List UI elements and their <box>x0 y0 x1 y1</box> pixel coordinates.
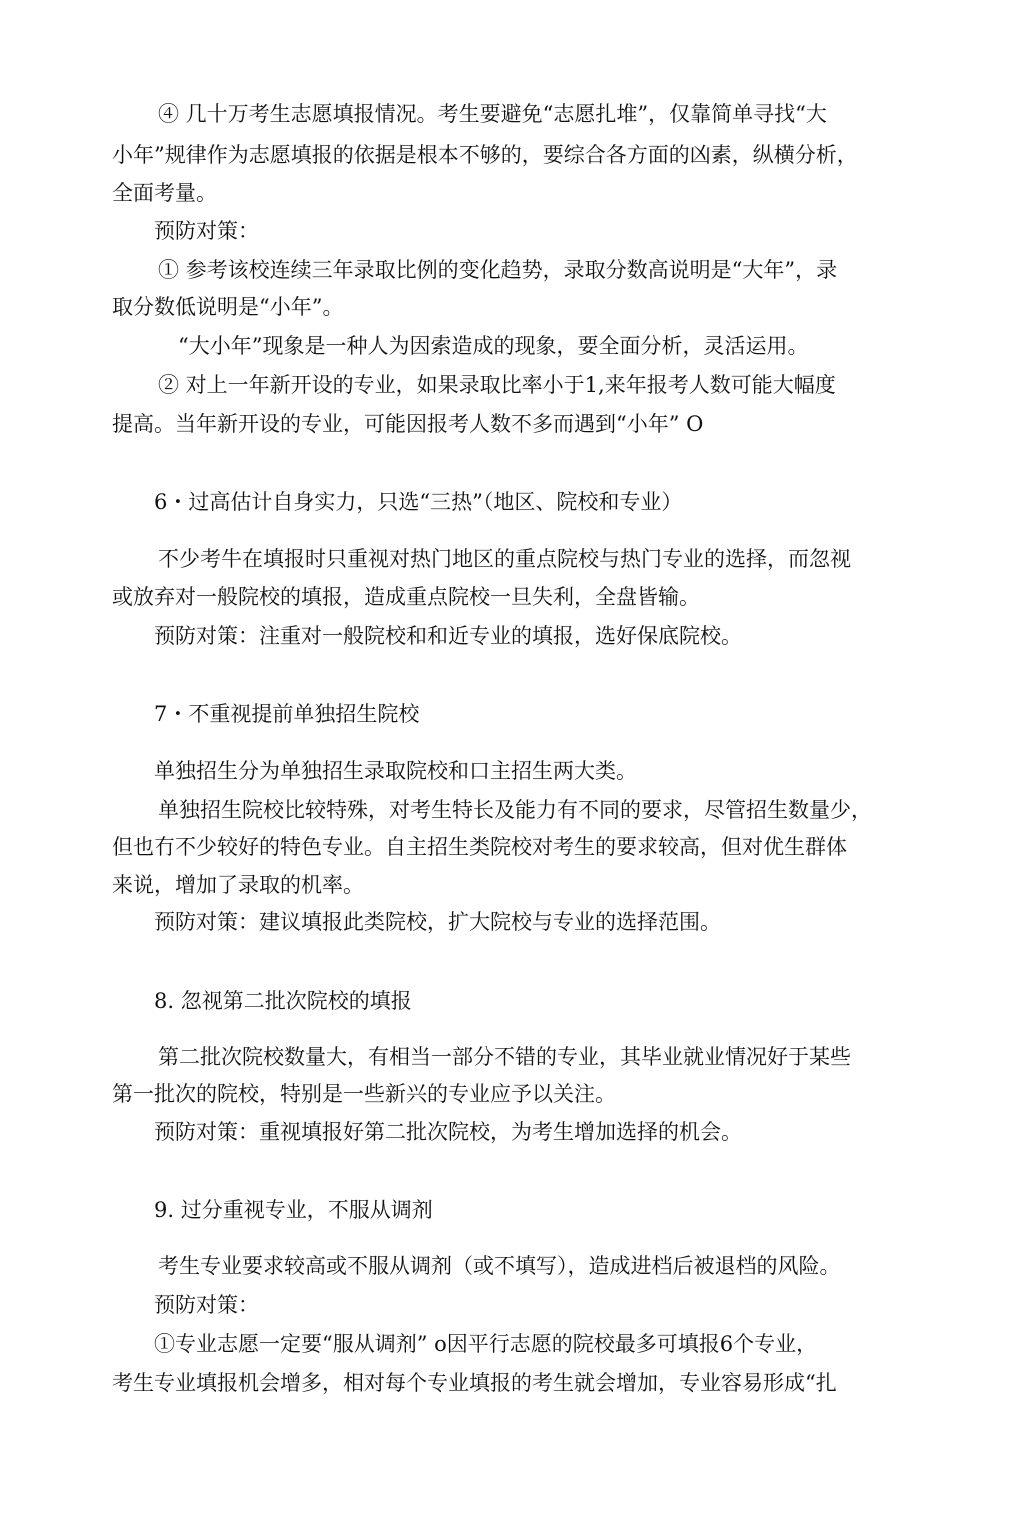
text-line: 预防对策： <box>154 219 259 243</box>
text-line: “大小年”现象是一种人为因索造成的现象，要全面分析，灵活运用。 <box>178 334 809 358</box>
text-line: 或放弃对一般院校的填报，造成重点院校一旦失利，全盘皆输。 <box>112 585 700 609</box>
text-line: 预防对策：重视填报好第二批次院校，为考生增加选择的机会。 <box>154 1120 742 1144</box>
text-line: 考生专业要求较高或不服从调剂（或不填写），造成进档后被退档的风险。 <box>158 1254 841 1278</box>
section-heading: 8. 忽视第二批次院校的填报 <box>154 989 412 1013</box>
text-line: 第一批次的院校，特别是一些新兴的专业应予以关注。 <box>112 1082 616 1106</box>
text-line: 取分数低说明是“小年”。 <box>112 295 344 319</box>
text-line: 考生专业填报机会增多，相对每个专业填报的考生就会增加，专业容易形成“扎 <box>112 1371 837 1395</box>
text-line: 但也冇不少较好的特色专业。自主招生类院校对考生的要求较高，但对优生群体 <box>112 835 847 859</box>
text-line: 预防对策：建议填报此类院校，扩大院校与专业的选择范围。 <box>154 910 721 934</box>
section-heading: 6・过高估计自身实力，只选“三热”（地区、院校和专业） <box>154 490 683 514</box>
text-line: 来说，增加了录取的机率。 <box>112 873 364 897</box>
text-line: 第二批次院校数量大，有相当一部分不错的专业，其毕业就业情况好于某些 <box>158 1045 851 1069</box>
text-line: 全面考量。 <box>112 181 217 205</box>
text-line: ①专业志愿一定要“服从调剂” o因平行志愿的院校最多可填报6个专业， <box>154 1332 818 1356</box>
text-line: 单独招生分为单独招生录取院校和口主招生两大类。 <box>154 759 637 783</box>
text-line: 提高。当年新开设的专业，可能因报考人数不多而遇到“小年” O <box>112 412 704 436</box>
text-line: 预防对策： <box>154 1293 259 1317</box>
text-line: ② 对上一年新开设的专业，如果录取比率小于1,来年报考人数可能大幅度 <box>158 373 836 397</box>
section-heading: 7・不重视提前单独招生院校 <box>154 702 420 726</box>
text-line: ① 参考该校连续三年录取比例的变化趋势，录取分数高说明是“大年”，录 <box>158 258 838 282</box>
text-line: ④ 几十万考生志愿填报情况。考生要避免“志愿扎堆”，仅靠简单寻找“大 <box>158 102 827 126</box>
section-heading: 9. 过分重视专业，不服从调剂 <box>154 1198 433 1222</box>
text-line: 小年”规律作为志愿填报的依据是根本不够的，要综合各方面的凶素，纵横分析， <box>112 143 858 167</box>
text-line: 不少考牛在填报时只重视对热门地区的重点院校与热门专业的选择，而忽视 <box>158 547 851 571</box>
text-line: 单独招生院校比较特殊，对考生特长及能力有不同的要求，尽管招生数量少， <box>158 798 872 822</box>
text-line: 预防对策：注重对一般院校和和近专业的填报，选好保底院校。 <box>154 624 742 648</box>
